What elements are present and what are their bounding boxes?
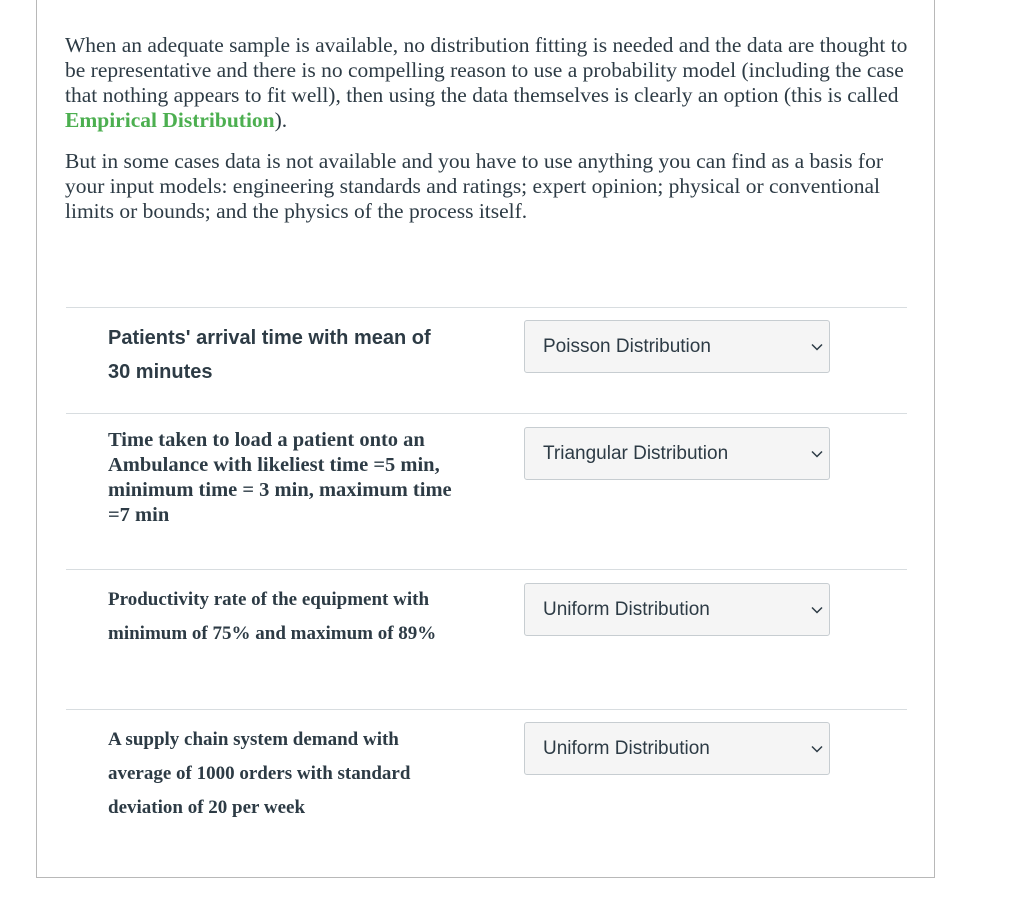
chevron-down-icon <box>810 603 824 617</box>
question-label-supply-demand: A supply chain system demand with average of 1000 orders with standard deviation of 20 per week <box>108 729 411 818</box>
chevron-down-icon <box>810 340 824 354</box>
selected-value: Poisson Distribution <box>543 336 711 357</box>
empirical-distribution-term: Empirical Distribution <box>65 108 275 132</box>
intro-paragraph <box>65 33 915 133</box>
chevron-down-icon <box>810 742 824 756</box>
divider <box>66 709 907 710</box>
answer-select-productivity-rate[interactable] <box>524 583 830 636</box>
selected-value: Uniform Distribution <box>543 738 710 759</box>
answer-select-arrival-time[interactable] <box>524 320 830 373</box>
selected-value: Triangular Distribution <box>543 443 729 464</box>
answer-select-load-time[interactable] <box>524 427 830 480</box>
divider <box>66 307 907 308</box>
selected-value: Uniform Distribution <box>543 599 710 620</box>
divider <box>66 569 907 570</box>
question-label-load-time: Time taken to load a patient onto an Ambulance with likeliest time =5 min, minimum time = 3 min, maximum time =7 min <box>108 429 452 526</box>
chevron-down-icon <box>810 447 824 461</box>
answer-select-supply-demand[interactable] <box>524 722 830 775</box>
question-label-productivity-rate: Productivity rate of the equipment with minimum of 75% and maximum of 89% <box>108 589 437 644</box>
intro-text-end: ). <box>274 108 288 132</box>
basis-paragraph: But in some cases data is not available and you have to use anything you can find as a basis for your input models: engineering standards and ratings; expert opinion; physical or conventional limits or bounds; and the physics of the process itself. <box>65 149 883 223</box>
divider <box>66 413 907 414</box>
intro-text-start: When an adequate sample is available, no distribution fitting is needed and the data are thought to be representative and there is no compelling reason to use a probability model (including the case that nothing appears to fit well), then using the data themselves is clearly an option (this is called <box>65 33 908 107</box>
question-label-arrival-time: Patients' arrival time with mean of 30 minutes <box>108 327 431 383</box>
